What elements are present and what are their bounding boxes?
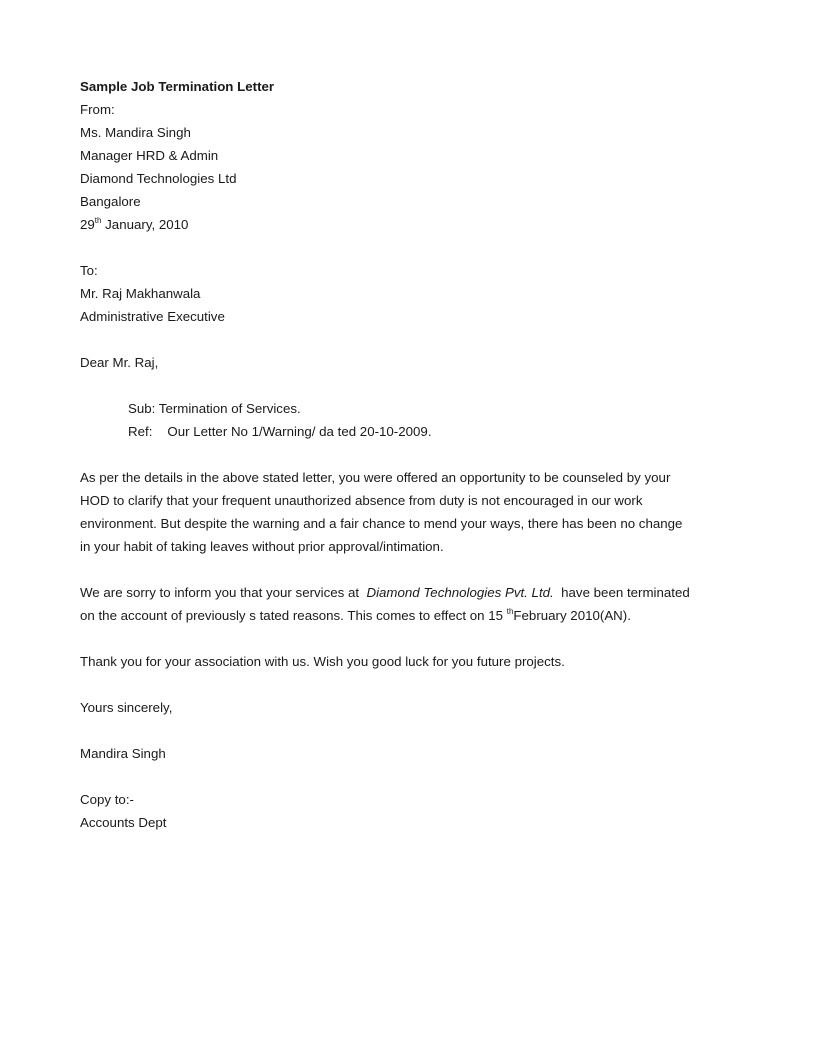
reference-line xyxy=(80,420,700,443)
paragraph-2-line xyxy=(80,604,700,627)
ref-label: Ref: xyxy=(128,424,153,439)
sender-designation: Manager HRD & Admin xyxy=(80,148,219,163)
paragraph-1-line: As per the details in the above stated letter, you were offered an opportunity to be counseled by your xyxy=(80,470,671,485)
signatory-name: Mandira Singh xyxy=(80,746,166,761)
p2-text: February 2010(AN). xyxy=(513,608,631,623)
paragraph-2-line xyxy=(80,581,700,604)
p2-text: have been terminated xyxy=(553,585,690,600)
sender-city: Bangalore xyxy=(80,194,141,209)
closing: Yours sincerely, xyxy=(80,700,173,715)
letter-date xyxy=(80,213,700,236)
letter-title: Sample Job Termination Letter xyxy=(80,79,275,94)
to-label: To: xyxy=(80,263,98,278)
copy-to-label: Copy to:- xyxy=(80,792,134,807)
salutation: Dear Mr. Raj, xyxy=(80,355,159,370)
recipient-designation: Administrative Executive xyxy=(80,309,225,324)
company-name-italic: Diamond Technologies Pvt. Ltd. xyxy=(366,585,554,600)
paragraph-1-line: in your habit of taking leaves without prior approval/intimation. xyxy=(80,539,444,554)
letter-body xyxy=(80,75,700,834)
p2-text: We are sorry to inform you that your services at xyxy=(80,585,367,600)
date-suffix: th xyxy=(94,216,102,225)
ref-text: Our Letter No 1/Warning/ da ted 20-10-2009. xyxy=(167,424,432,439)
from-label: From: xyxy=(80,102,115,117)
paragraph-1-line: environment. But despite the warning and a fair chance to mend your ways, there has been no change xyxy=(80,516,683,531)
recipient-name: Mr. Raj Makhanwala xyxy=(80,286,201,301)
subject-line: Sub: Termination of Services. xyxy=(128,401,301,416)
paragraph-1-line: HOD to clarify that your frequent unauthorized absence from duty is not encouraged in our work xyxy=(80,493,643,508)
sender-company: Diamond Technologies Ltd xyxy=(80,171,237,186)
sender-name: Ms. Mandira Singh xyxy=(80,125,191,140)
p2-sup: th xyxy=(506,607,514,616)
date-day: 29 xyxy=(80,217,95,232)
p2-text: on the account of previously s tated reasons. This comes to effect on 15 xyxy=(80,608,507,623)
date-rest: January, 2010 xyxy=(101,217,189,232)
copy-to-dept: Accounts Dept xyxy=(80,815,167,830)
paragraph-3: Thank you for your association with us. Wish you good luck for you future projects. xyxy=(80,654,565,669)
